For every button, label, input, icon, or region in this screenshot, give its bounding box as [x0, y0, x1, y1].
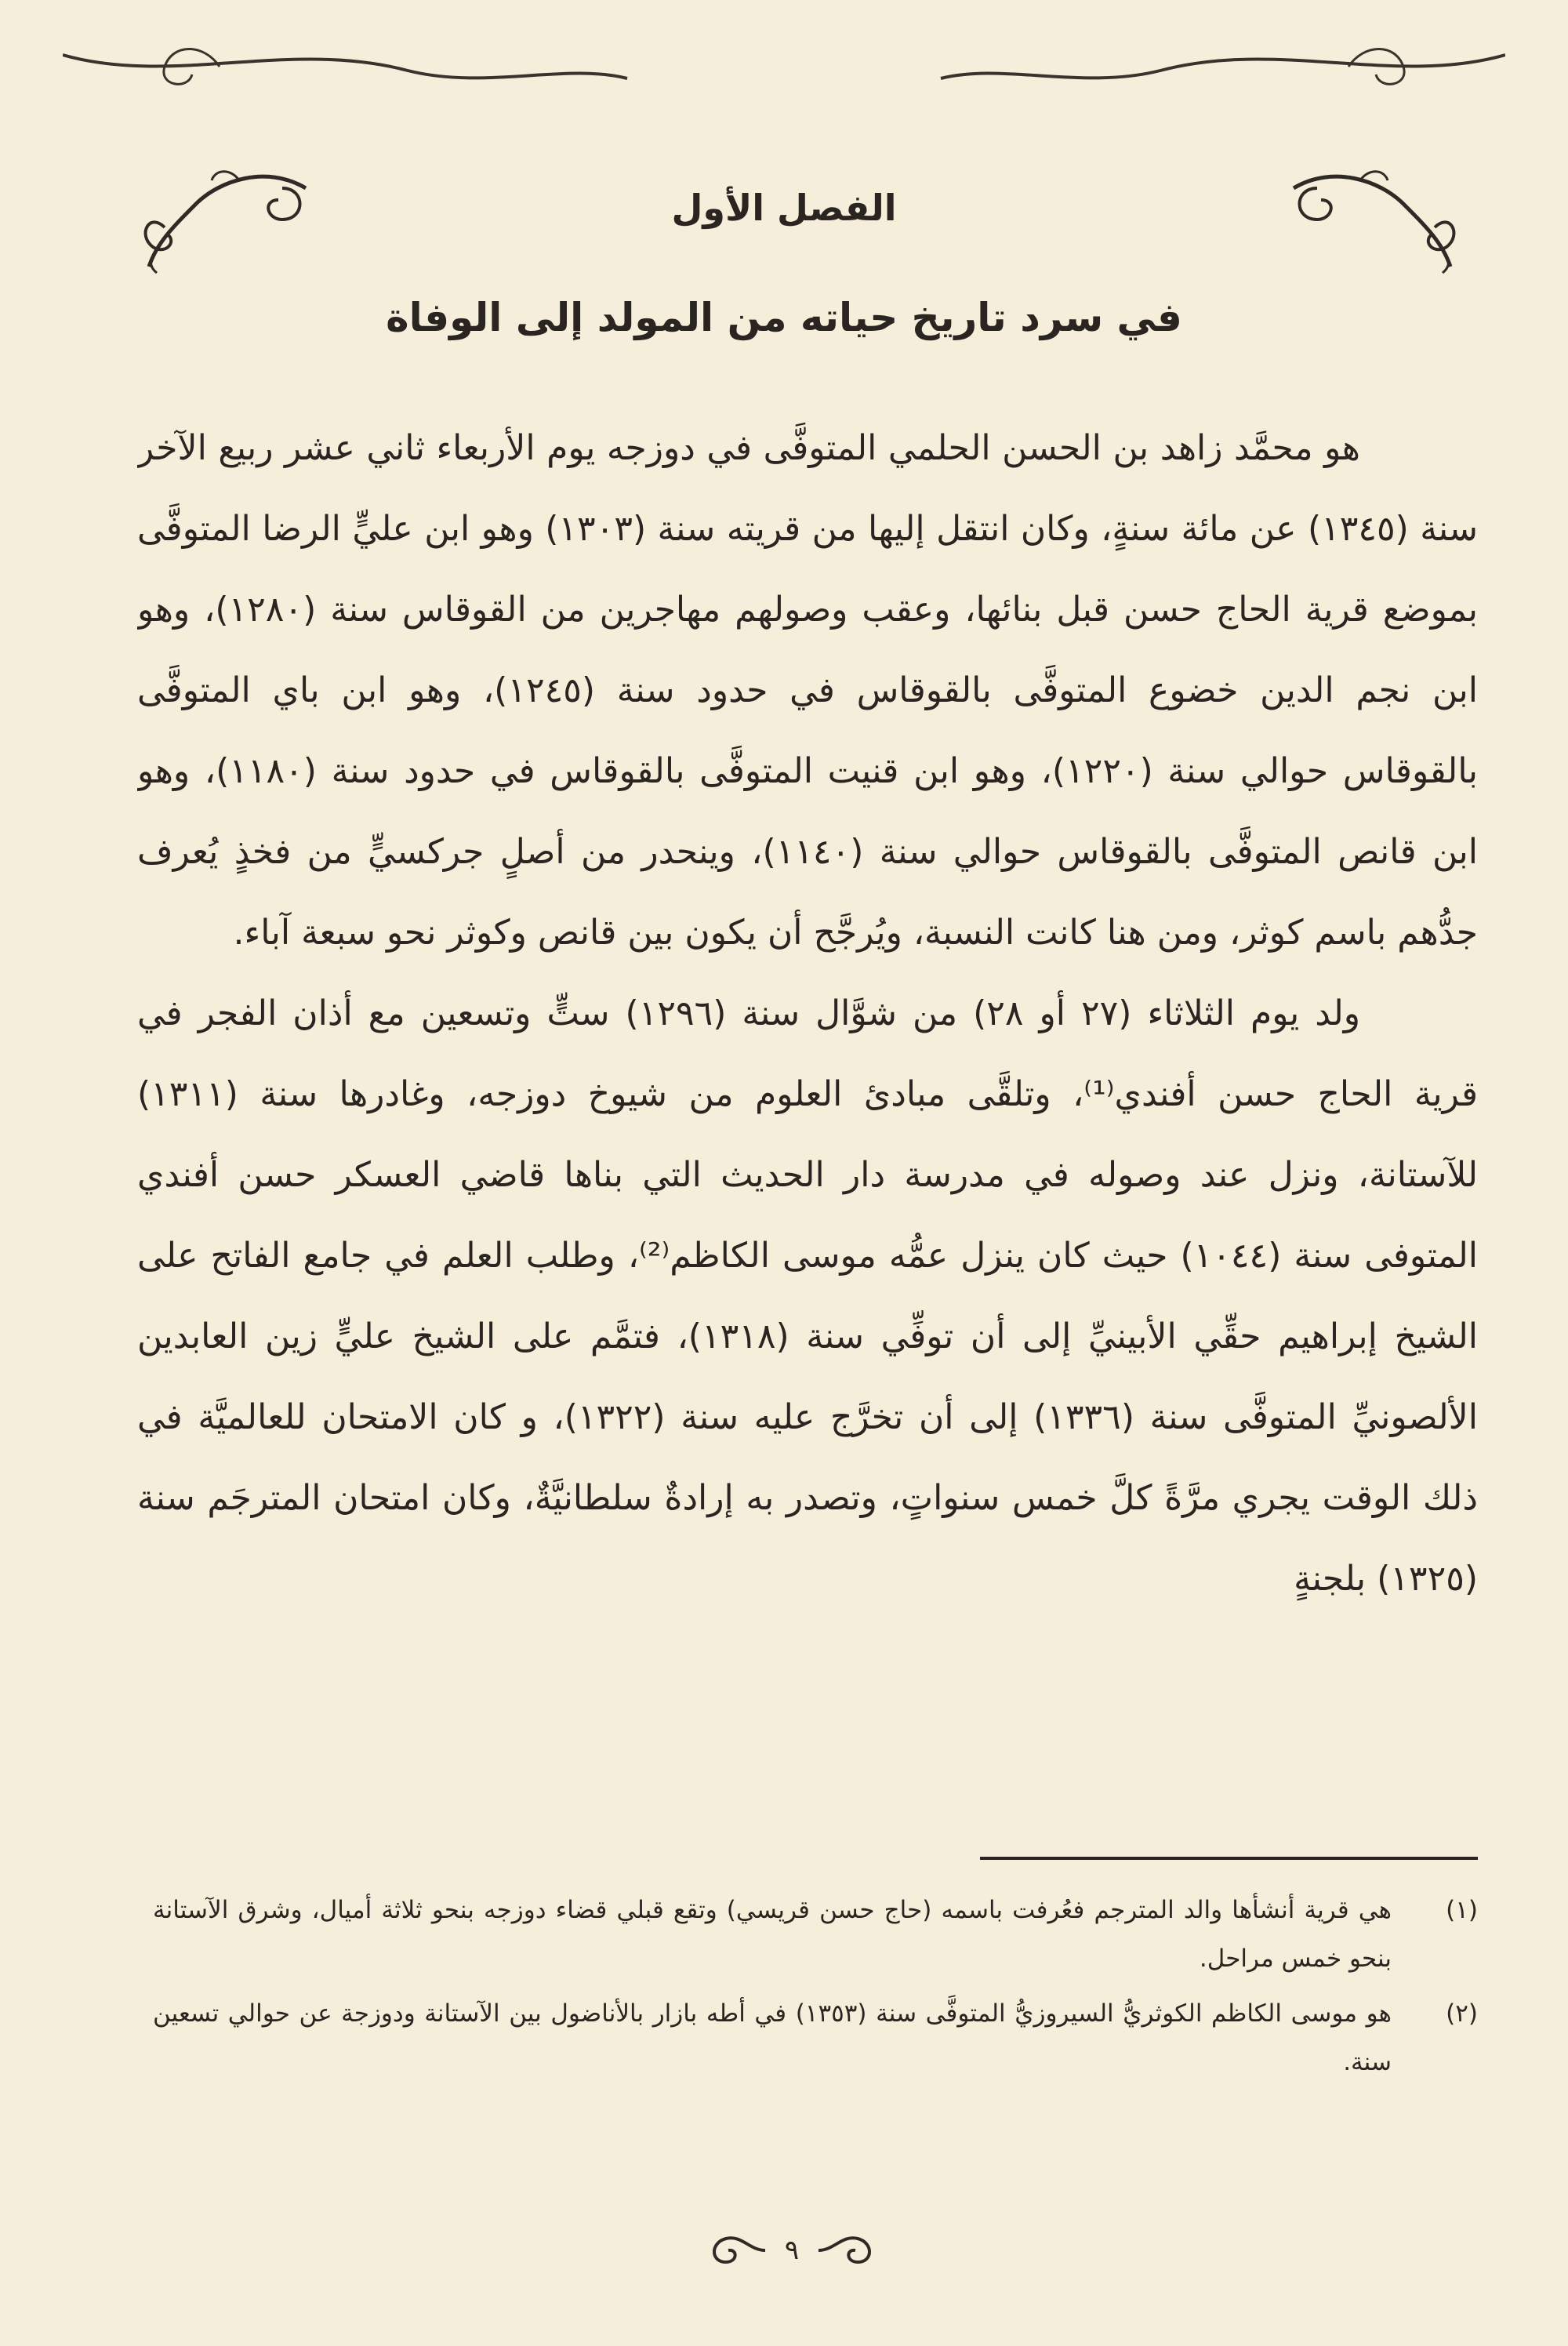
footnote	[153, 1989, 1478, 2086]
main-text	[137, 408, 1478, 1803]
page-number: ٩	[784, 2235, 800, 2266]
page-footer	[674, 2211, 909, 2290]
top-left-flourish-icon	[63, 31, 643, 94]
footnote-number: (٢)	[1446, 1999, 1478, 2028]
top-right-flourish-icon	[925, 31, 1505, 94]
chapter-title: الفصل الأول	[671, 187, 897, 229]
chapter-ornament-right-icon	[1286, 157, 1466, 274]
paragraph-birth-education: ولد يوم الثلاثاء (٢٧ أو ٢٨) من شوَّال سنة (١٢٩٦) ستٍّ وتسعين مع أذان الفجر في قرية الحاج حسن أفندي⁽¹⁾، وتلقَّى مبادئ العلوم من شيوخ دوزجه، وغادرها سنة (١٣١١) للآستانة، ونزل عند وصوله في مدرسة دار الحديث التي بناها قاضي العسكر حسن أفندي المتوفى سنة (١٠٤٤) حيث كان ينزل عمُّه موسى الكاظم⁽²⁾، وطلب العلم في جامع الفاتح على الشيخ إبراهيم حقِّي الأبينيِّ إلى أن توفِّي سنة (١٣١٨)، فتمَّم على الشيخ عليٍّ زين العابدين الألصونيِّ المتوفَّى سنة (١٣٣٦) إلى أن تخرَّج عليه سنة (١٣٢٢)، و كان الامتحان للعالميَّة في ذلك الوقت يجري مرَّةً كلَّ خمس سنواتٍ، وتصدر به إرادةٌ سلطانيَّةٌ، وكان امتحان المترجَم سنة (١٣٢٥) بلجنةٍ	[137, 993, 1478, 1599]
footnote-divider	[980, 1857, 1478, 1860]
footer-flourish-right-icon	[815, 2227, 885, 2274]
footnote-text: هو موسى الكاظم الكوثريُّ السيروزيُّ المتوفَّى سنة (١٣٥٣) في أطه بازار بالأناضول بين الآستانة ودوزجة عن حوالي تسعين سنة.	[153, 1999, 1392, 2076]
footer-flourish-left-icon	[699, 2227, 769, 2274]
footnote-text: هي قرية أنشأها والد المترجم فعُرفت باسمه (حاج حسن قريسي) وتقع قبلي قضاء دوزجه بنحو ثلاثة أميال، وشرق الآستانة بنحو خمس مراحل.	[153, 1896, 1392, 1973]
footnotes	[153, 1886, 1478, 2192]
footnote	[153, 1886, 1478, 1983]
section-title: في سرد تاريخ حياته من المولد إلى الوفاة	[386, 295, 1182, 340]
paragraph-lineage: هو محمَّد زاهد بن الحسن الحلمي المتوفَّى في دوزجه يوم الأربعاء ثاني عشر ربيع الآخر سنة (١٣٤٥) عن مائة سنةٍ، وكان انتقل إليها من قريته سنة (١٣٠٣) وهو ابن عليٍّ الرضا المتوفَّى بموضع قرية الحاج حسن قبل بنائها، وعقب وصولهم مهاجرين من القوقاس سنة (١٢٨٠)، وهو ابن نجم الدين خضوع المتوفَّى بالقوقاس في حدود سنة (١٢٤٥)، وهو ابن باي المتوفَّى بالقوقاس حوالي سنة (١٢٢٠)، وهو ابن قنيت المتوفَّى بالقوقاس في حدود سنة (١١٨٠)، وهو ابن قانص المتوفَّى بالقوقاس حوالي سنة (١١٤٠)، وينحدر من أصلٍ جركسيٍّ من فخذٍ يُعرف جدُّهم باسم كوثر، ومن هنا كانت النسبة، ويُرجَّح أن يكون بين قانص وكوثر نحو سبعة آباء.	[137, 428, 1478, 953]
chapter-ornament-left-icon	[133, 157, 314, 274]
footnote-number: (١)	[1446, 1896, 1478, 1924]
